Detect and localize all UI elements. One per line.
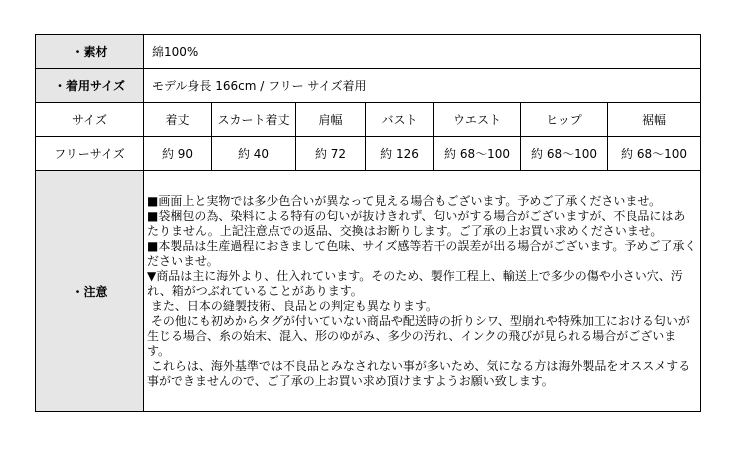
material-label: ・素材 — [36, 35, 144, 69]
note-line: これらは、海外基準では不良品とみなされない事が多いため、気になる方は海外製品をオススメする事ができませんので、ご了承の上お買い求め頂けますようお願い致します。 — [147, 358, 691, 388]
size-header-cell: 裾幅 — [608, 103, 701, 137]
size-header-cell: サイズ — [36, 103, 144, 137]
size-value-cell: 約 68～100 — [608, 137, 701, 171]
product-spec-table — [35, 34, 701, 412]
size-value-row — [36, 137, 701, 171]
note-line: ■本製品は生産過程におきまして色味、サイズ感等若干の誤差が出る場合がございます。予めご了承くださいませ。 — [147, 238, 697, 268]
size-header-row — [36, 103, 701, 137]
size-worn-value: モデル身長 166cm / フリー サイズ着用 — [144, 69, 701, 103]
note-line: その他にも初めからタグが付いていない商品や配送時の折りシワ、型崩れや特殊加工における匂いが生じる場合、糸の始末、混入、形のゆがみ、多少の汚れ、インクの飛びが見られる場合がございます。 — [147, 313, 690, 358]
size-value-cell: 約 72 — [296, 137, 366, 171]
size-header-cell: 肩幅 — [296, 103, 366, 137]
note-line: ▼商品は主に海外より、仕入れています。そのため、製作工程上、輸送上で多少の傷や小さい穴、汚れ、箱がつぶれていることがあります。 — [147, 268, 683, 298]
note-line: また、日本の縫製技術、良品との判定も異なります。 — [147, 298, 438, 313]
size-header-cell: バスト — [366, 103, 434, 137]
material-value: 綿100% — [144, 35, 701, 69]
notes-row — [36, 171, 701, 412]
size-header-cell: ウエスト — [434, 103, 521, 137]
material-row — [36, 35, 701, 69]
notes-label: ・注意 — [36, 171, 144, 412]
size-value-cell: 約 126 — [366, 137, 434, 171]
note-line: ■画面上と実物では多少色合いが異なって見える場合もございます。予めご了承くださいませ。 — [147, 193, 662, 208]
size-value-cell: フリーサイズ — [36, 137, 144, 171]
note-line: ■袋梱包の為、染料による特有の匂いが抜けきれず、匂いがする場合がございますが、不良品にはあたりません。上記注意点での返品、交換はお断りします。ご了承の上お買い求めくださいませ。 — [147, 208, 686, 238]
notes-body — [144, 171, 701, 412]
size-value-cell: 約 68～100 — [521, 137, 608, 171]
size-header-cell: 着丈 — [144, 103, 212, 137]
size-header-cell: スカート着丈 — [212, 103, 296, 137]
size-value-cell: 約 40 — [212, 137, 296, 171]
size-worn-row — [36, 69, 701, 103]
size-header-cell: ヒップ — [521, 103, 608, 137]
size-value-cell: 約 90 — [144, 137, 212, 171]
size-value-cell: 約 68～100 — [434, 137, 521, 171]
size-worn-label: ・着用サイズ — [36, 69, 144, 103]
